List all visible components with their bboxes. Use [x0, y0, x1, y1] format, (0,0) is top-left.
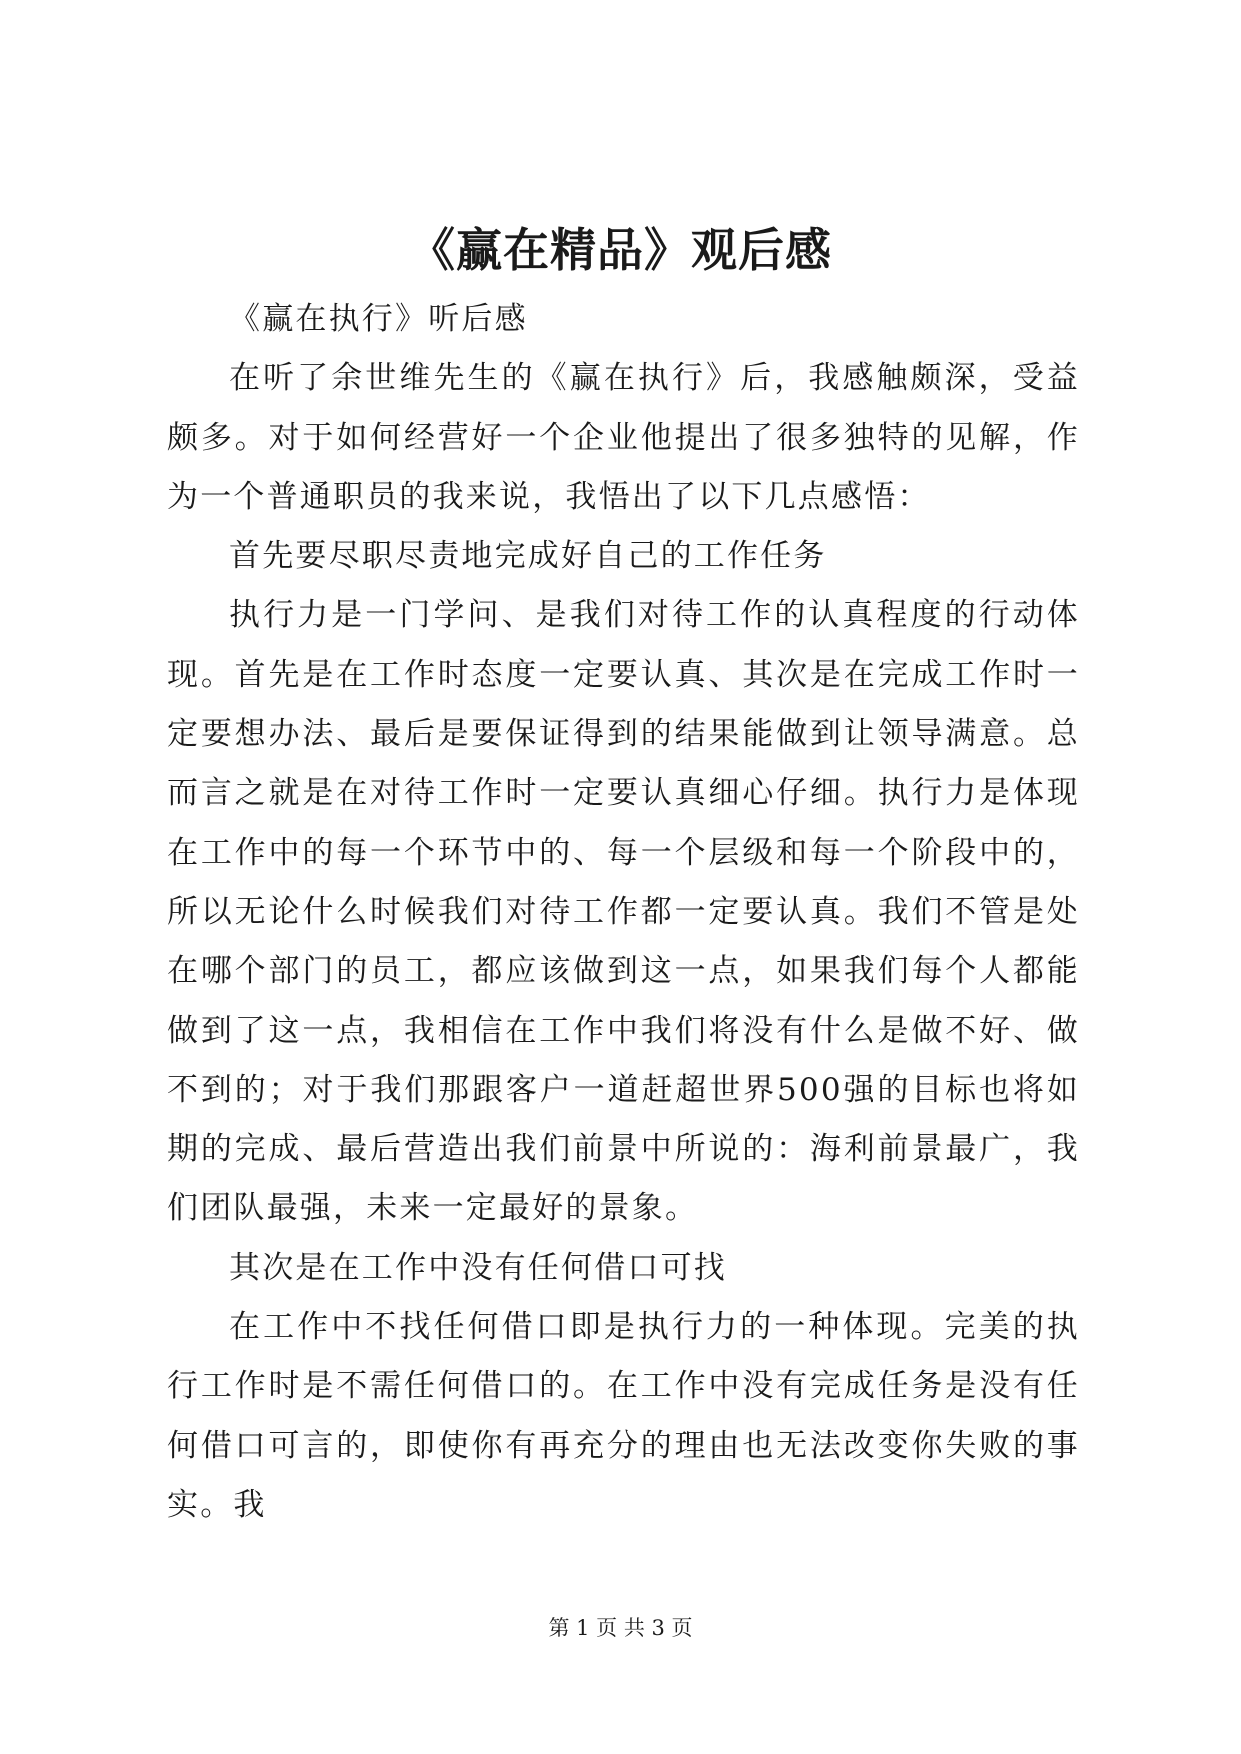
intro-paragraph: 在听了余世维先生的《赢在执行》后，我感触颇深，受益颇多。对于如何经营好一个企业他提出了很多独特的见解，作为一个普通职员的我来说，我悟出了以下几点感悟：	[167, 360, 1080, 515]
page-footer: 第 1 页 共 3 页	[548, 1616, 693, 1640]
section-heading-2: 其次是在工作中没有任何借口可找	[229, 1249, 727, 1286]
section-heading-1: 首先要尽职尽责地完成好自己的工作任务	[229, 538, 827, 575]
body-paragraph-2: 在工作中不找任何借口即是执行力的一种体现。完美的执行工作时是不需任何借口的。在工作中没有完成任务是没有任何借口可言的，即使你有再充分的理由也无法改变你失败的事实。我	[167, 1309, 1080, 1523]
subtitle-paragraph: 《赢在执行》听后感	[229, 301, 528, 337]
body-paragraph-1: 执行力是一门学问、是我们对待工作的认真程度的行动体现。首先是在工作时态度一定要认真、其次是在完成工作时一定要想办法、最后是要保证得到的结果能做到让领导满意。总而言之就是在对待工作时一定要认真细心仔细。执行力是体现在工作中的每一个环节中的、每一个层级和每一个阶段中的，所以无论什么时候我们对待工作都一定要认真。我们不管是处在哪个部门的员工，都应该做到这一点，如果我们每个人都能做到了这一点，我相信在工作中我们将没有什么是做不好、做不到的；对于我们那跟客户一道赶超世界500强的目标也将如期的完成、最后营造出我们前景中所说的：海利前景最广，我们团队最强，未来一定最好的景象。	[167, 597, 1080, 1227]
document-title: 《赢在精品》观后感	[409, 223, 832, 277]
document-body	[167, 290, 1080, 1535]
